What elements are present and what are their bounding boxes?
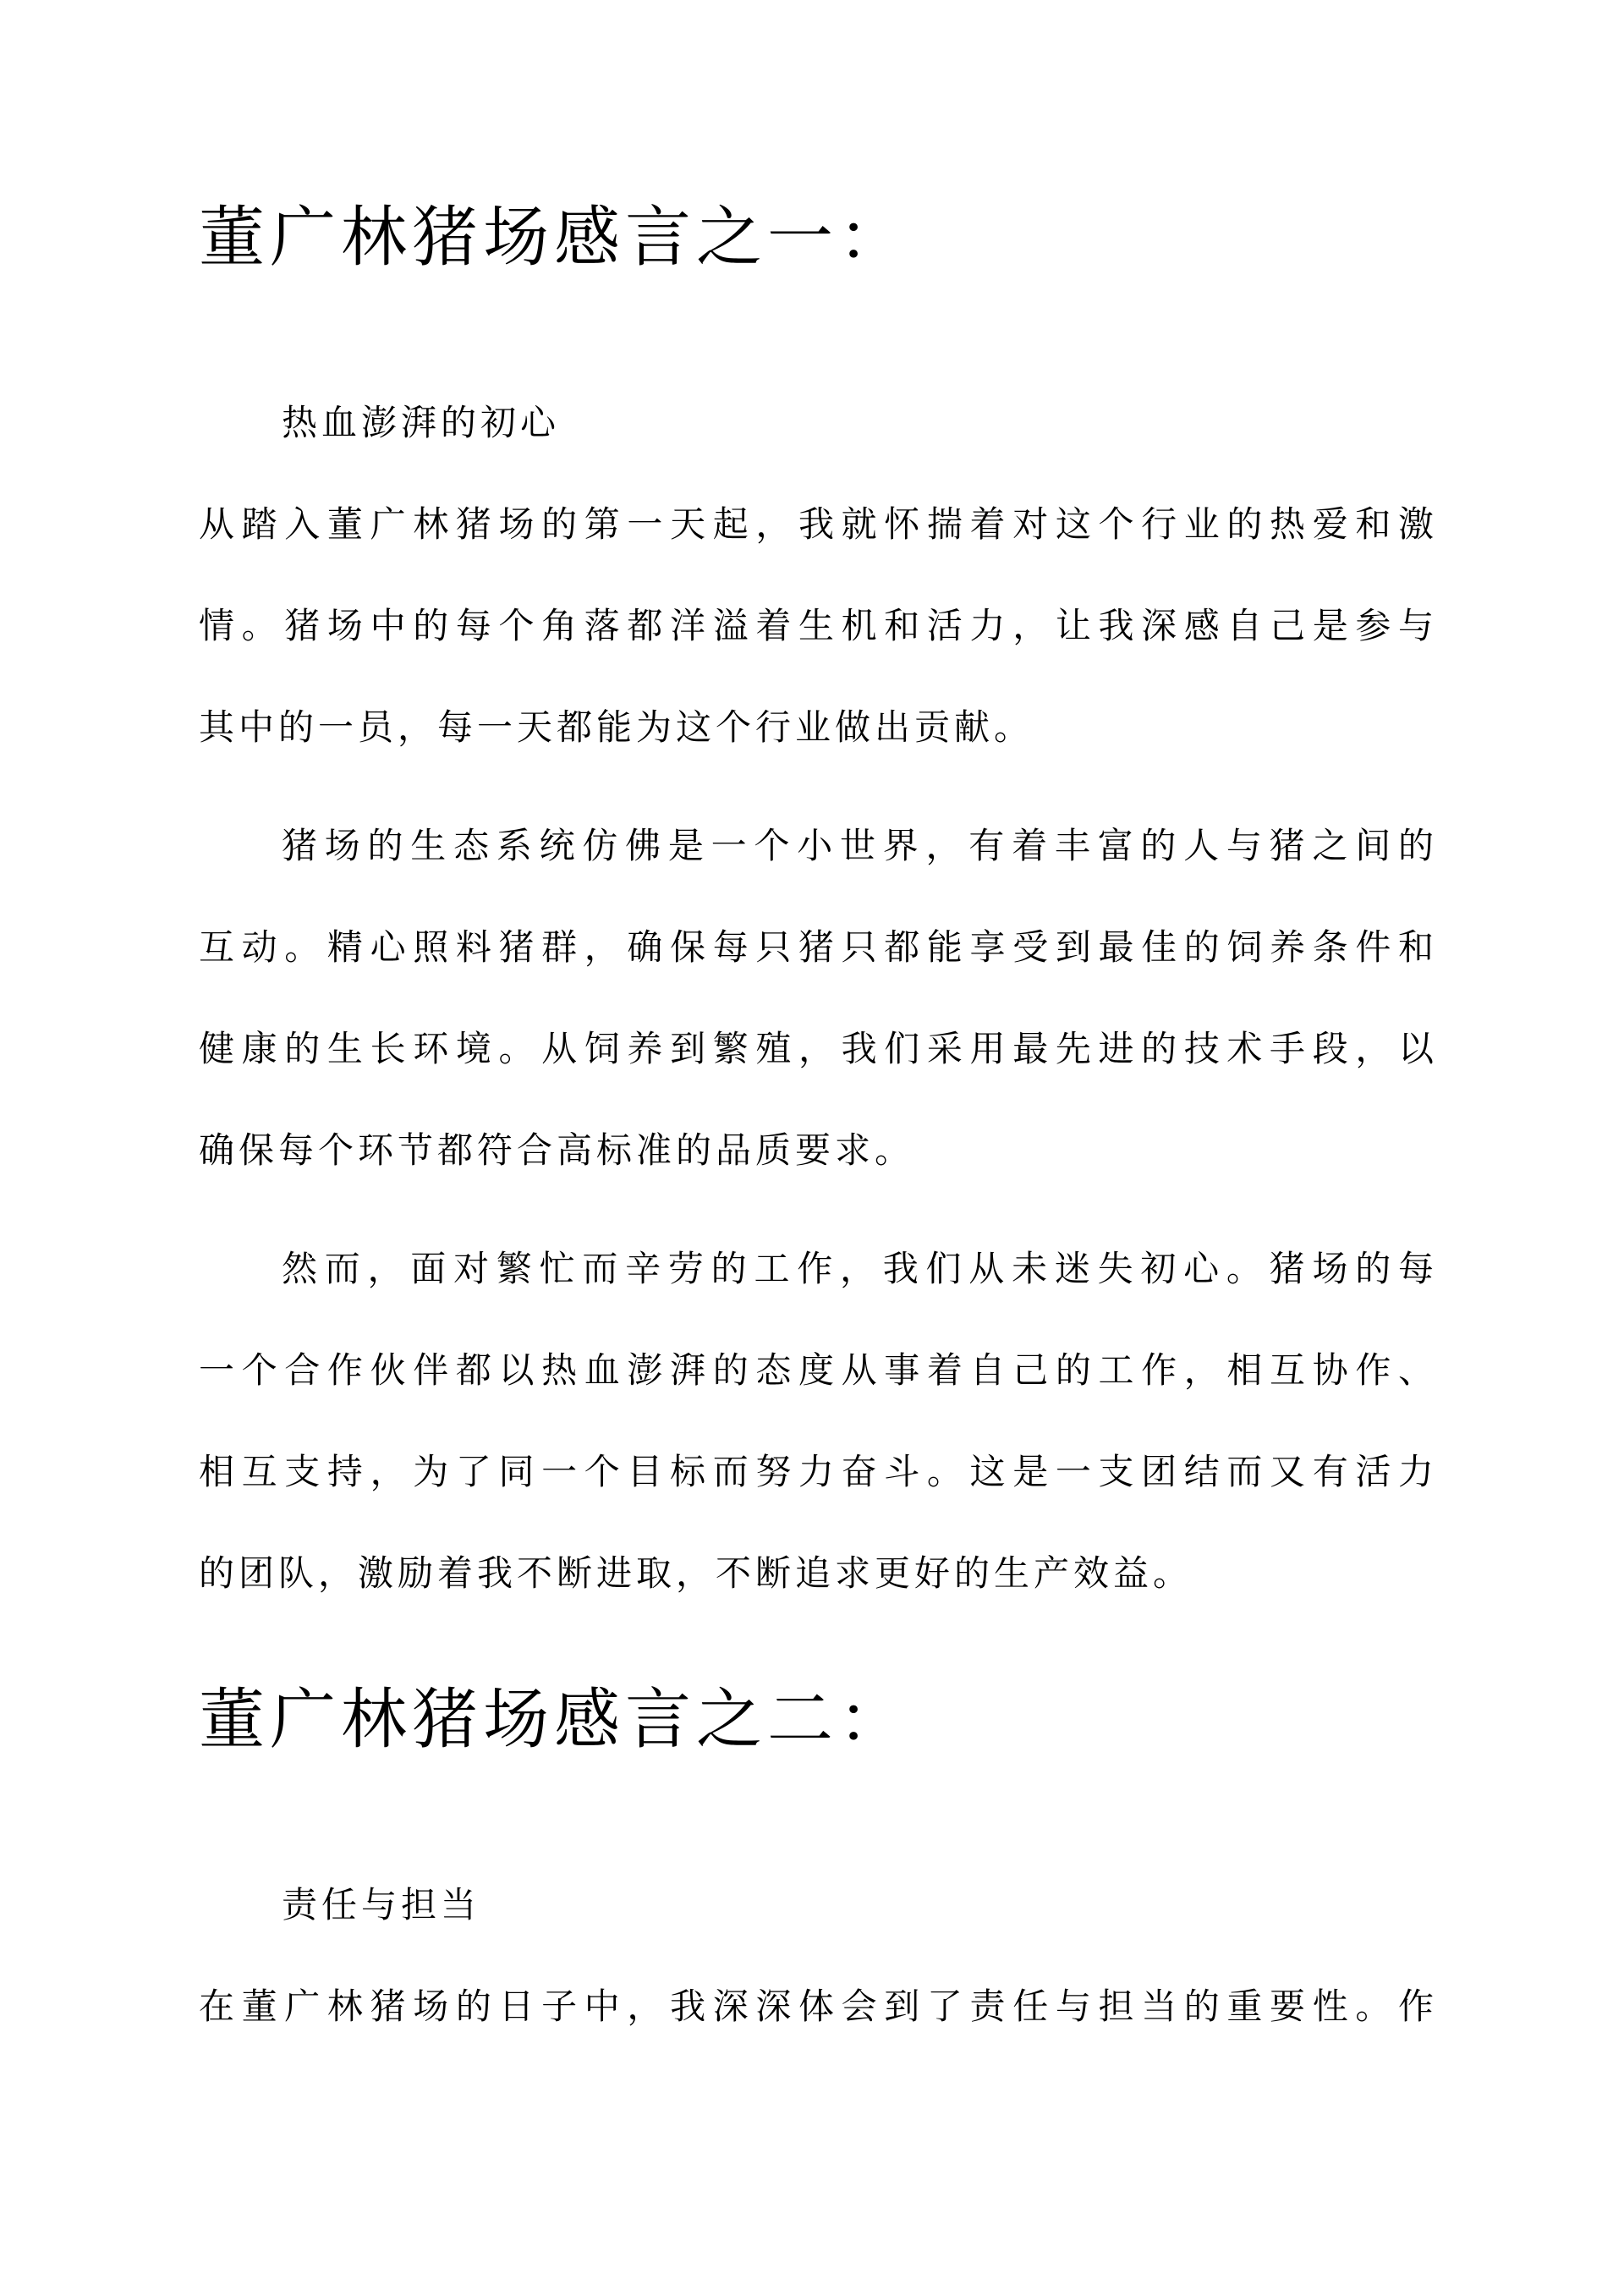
paragraph-line: 猪场的生态系统仿佛是一个小世界，有着丰富的人与猪之间的 (282, 825, 1434, 866)
paragraph-line: 健康的生长环境。从饲养到繁殖，我们采用最先进的技术手段，以 (199, 1028, 1434, 1069)
paragraph-line: 相互支持，为了同一个目标而努力奋斗。这是一支团结而又有活力 (199, 1451, 1434, 1492)
paragraph-line: 从踏入董广林猪场的第一天起，我就怀揣着对这个行业的热爱和激 (199, 503, 1434, 545)
paragraph-line: 在董广林猪场的日子中，我深深体会到了责任与担当的重要性。作 (199, 1986, 1434, 2027)
paragraph-line: 互动。精心照料猪群，确保每只猪只都能享受到最佳的饲养条件和 (199, 926, 1434, 968)
paragraph-line: 一个合作伙伴都以热血澎湃的态度从事着自己的工作，相互协作、 (199, 1349, 1434, 1391)
paragraph-line: 的团队，激励着我不断进取，不断追求更好的生产效益。 (199, 1552, 1193, 1594)
section-2-subtitle: 责任与担当 (282, 1884, 481, 1925)
section-1-heading: 董广林猪场感言之一： (199, 200, 910, 276)
paragraph-line: 情。猪场中的每个角落都洋溢着生机和活力，让我深感自己是参与 (199, 605, 1434, 646)
paragraph-line: 其中的一员，每一天都能为这个行业做出贡献。 (199, 706, 1034, 748)
section-1-subtitle: 热血澎湃的初心 (282, 402, 561, 443)
paragraph-line: 确保每个环节都符合高标准的品质要求。 (199, 1129, 915, 1171)
section-2-heading: 董广林猪场感言之二： (199, 1682, 910, 1758)
paragraph-line: 然而，面对繁忙而辛劳的工作，我们从未迷失初心。猪场的每 (282, 1248, 1434, 1289)
